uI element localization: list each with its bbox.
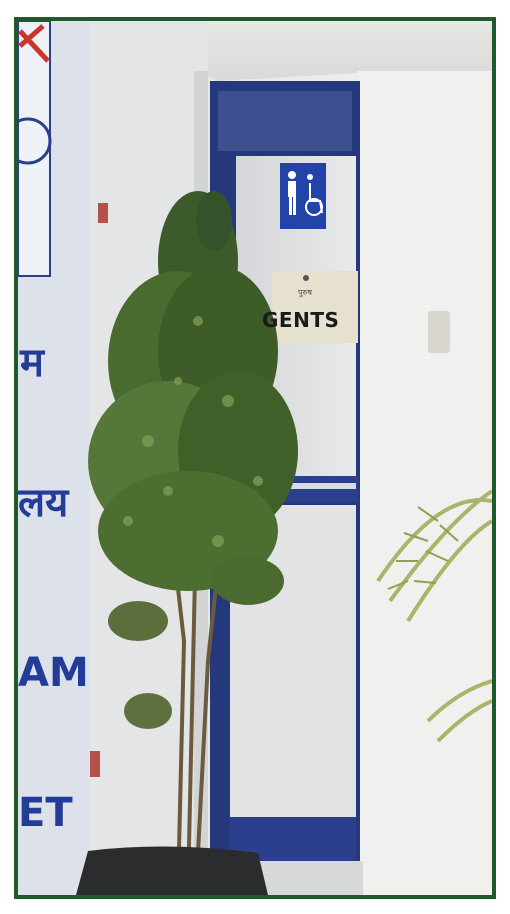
door-sign-hindi: पुरुष: [298, 288, 312, 297]
door-sign-word: GENTS: [262, 308, 340, 332]
accessibility-sign: [280, 163, 326, 229]
signboard-line-1: म: [20, 340, 44, 386]
switch-mark-top: [98, 203, 108, 223]
signboard-line-4: ET: [18, 790, 73, 836]
door-top-panel: [218, 91, 352, 151]
right-wall: [358, 71, 492, 895]
plant-pot: [76, 846, 268, 895]
signboard-line-3: AM: [18, 650, 89, 696]
photo-frame: [14, 17, 496, 899]
gents-sign-plate: [272, 271, 358, 343]
signboard-line-2: लय: [18, 480, 69, 526]
wall-fixture: [428, 311, 450, 353]
person-icon: [288, 171, 296, 215]
restroom-scene: [18, 21, 492, 895]
